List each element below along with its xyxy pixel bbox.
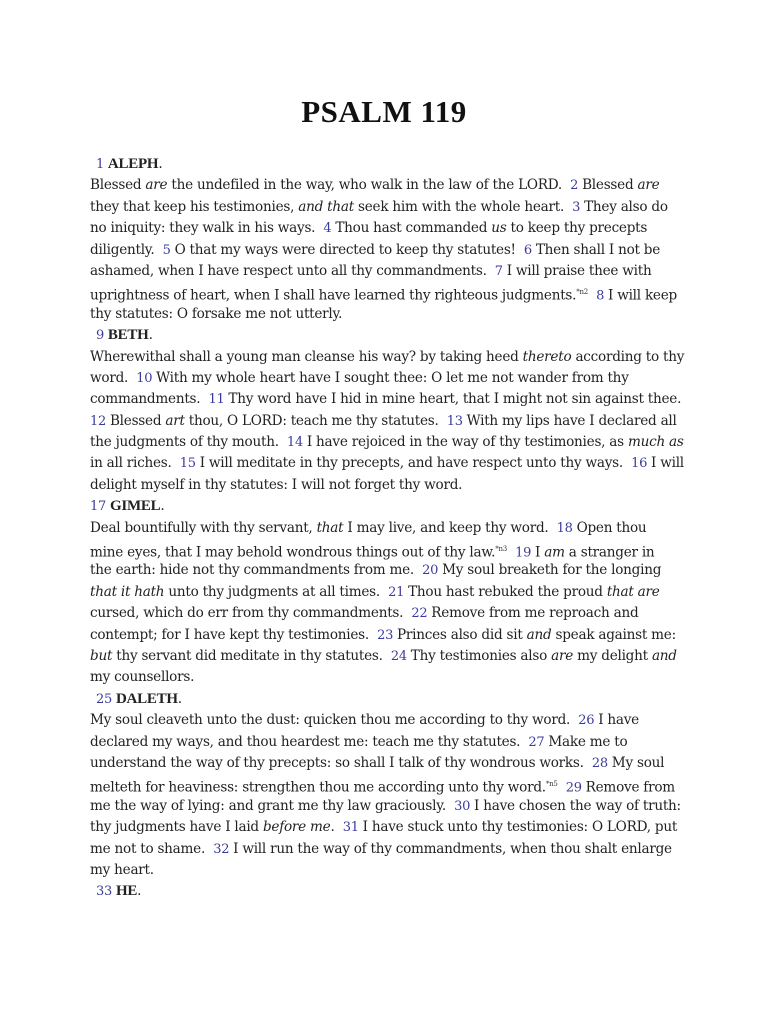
verse-text: Princes also did sit bbox=[397, 626, 527, 643]
verse-text: Blessed bbox=[109, 412, 166, 429]
text-line bbox=[90, 347, 690, 368]
verse-number: 26 bbox=[578, 713, 599, 729]
section-heading: BETH bbox=[107, 327, 149, 344]
verse-number: 30 bbox=[454, 798, 475, 814]
psalm-text bbox=[90, 154, 690, 903]
verse-text: . bbox=[177, 690, 182, 707]
verse-number: 9 bbox=[96, 328, 108, 344]
verse-number: 33 bbox=[96, 884, 116, 900]
verse-text: delight myself in thy statutes: I will not forget thy word. bbox=[90, 476, 463, 493]
verse-text: in all riches. bbox=[90, 455, 180, 472]
verse-text: They also do bbox=[584, 198, 668, 215]
verse-text: the earth: hide not thy commandments from me. bbox=[90, 562, 423, 579]
section-header-line bbox=[90, 881, 690, 902]
text-line bbox=[90, 817, 690, 838]
text-line bbox=[90, 389, 690, 410]
text-line bbox=[90, 710, 690, 731]
italic-text: but bbox=[90, 647, 113, 664]
footnote-marker[interactable]: *n2 bbox=[576, 288, 588, 297]
verse-text: declared my ways, and thou heardest me: teach me thy statutes. bbox=[90, 733, 529, 750]
section-header-line bbox=[90, 689, 690, 710]
verse-number: 23 bbox=[377, 627, 398, 643]
verse-number: 25 bbox=[96, 691, 116, 707]
italic-text: and bbox=[526, 626, 552, 643]
section-heading: HE bbox=[115, 883, 138, 900]
verse-text: I will meditate in thy precepts, and have respect unto thy ways. bbox=[199, 455, 632, 472]
verse-text: . bbox=[330, 819, 343, 836]
verse-number: 28 bbox=[591, 755, 612, 771]
verse-text: ashamed, when I have respect unto all thy commandments. bbox=[90, 262, 495, 279]
verse-number: 5 bbox=[162, 242, 175, 258]
text-line bbox=[90, 261, 690, 282]
verse-number: 14 bbox=[286, 435, 307, 451]
verse-text: they that keep his testimonies, bbox=[90, 198, 299, 215]
verse-text: I will run the way of thy commandments, when thou shalt enlarge bbox=[233, 840, 672, 857]
text-line bbox=[90, 282, 690, 303]
text-line bbox=[90, 539, 690, 560]
verse-number: 32 bbox=[213, 841, 234, 857]
verse-number: 7 bbox=[494, 263, 507, 279]
verse-number: 1 bbox=[96, 157, 108, 172]
verse-number: 15 bbox=[179, 456, 200, 472]
verse-text: I will keep bbox=[608, 287, 677, 304]
verse-text: My soul cleaveth unto the dust: quicken thou me according to thy word. bbox=[90, 712, 579, 729]
italic-text: before me bbox=[262, 819, 331, 836]
text-line bbox=[90, 774, 690, 795]
footnote-marker[interactable]: *n3 bbox=[495, 545, 507, 554]
text-line bbox=[90, 218, 690, 239]
verse-text: mine eyes, that I may behold wondrous things out of thy law. bbox=[90, 544, 496, 561]
verse-text: Blessed bbox=[90, 177, 146, 194]
verse-text: no iniquity: they walk in his ways. bbox=[90, 220, 324, 237]
verse-text: my delight bbox=[573, 647, 652, 664]
verse-text: seek him with the whole heart. bbox=[353, 198, 573, 215]
text-line bbox=[90, 560, 690, 581]
text-line bbox=[90, 582, 690, 603]
verse-text: word. bbox=[90, 369, 137, 386]
italic-text: am bbox=[544, 544, 565, 561]
verse-number: 31 bbox=[342, 820, 363, 836]
verse-number: 22 bbox=[411, 606, 432, 622]
text-line bbox=[90, 753, 690, 774]
verse-number: 18 bbox=[556, 520, 577, 536]
verse-text: . bbox=[160, 498, 165, 515]
verse-text: I have stuck unto thy testimonies: O LORD, put bbox=[362, 819, 678, 836]
verse-text: I will praise thee with bbox=[506, 262, 652, 279]
text-line bbox=[90, 453, 690, 474]
italic-text: that bbox=[316, 519, 344, 536]
verse-text: thy judgments have I laid bbox=[90, 819, 263, 836]
italic-text: are bbox=[145, 177, 168, 194]
text-line bbox=[90, 646, 690, 667]
verse-text: . bbox=[158, 156, 163, 172]
verse-number: 24 bbox=[390, 648, 411, 664]
italic-text: much as bbox=[627, 434, 684, 451]
text-line bbox=[90, 411, 690, 432]
text-line bbox=[90, 603, 690, 624]
verse-text: a stranger in bbox=[564, 544, 655, 561]
verse-text: Then shall I not be bbox=[535, 241, 661, 258]
verse-text: diligently. bbox=[90, 241, 163, 258]
verse-text: Thou hast commanded bbox=[335, 220, 492, 237]
verse-text: Thou hast rebuked the proud bbox=[408, 583, 607, 600]
text-line bbox=[90, 839, 690, 860]
text-line bbox=[90, 197, 690, 218]
verse-number: 29 bbox=[565, 780, 586, 796]
section-header-line bbox=[90, 496, 690, 517]
text-line bbox=[90, 475, 690, 496]
verse-number: 17 bbox=[90, 499, 110, 515]
verse-text: . bbox=[148, 327, 153, 344]
verse-number: 19 bbox=[515, 545, 536, 561]
verse-text: to keep thy precepts bbox=[506, 220, 648, 237]
italic-text: and bbox=[651, 647, 677, 664]
section-header-line bbox=[90, 154, 690, 175]
text-line bbox=[90, 240, 690, 261]
verse-number: 16 bbox=[631, 456, 652, 472]
text-line bbox=[90, 368, 690, 389]
text-line bbox=[90, 432, 690, 453]
verse-number: 27 bbox=[528, 734, 549, 750]
text-line bbox=[90, 732, 690, 753]
text-line bbox=[90, 304, 690, 325]
verse-number: 10 bbox=[136, 370, 157, 386]
verse-text: the undefiled in the way, who walk in the law of the LORD. bbox=[167, 177, 571, 194]
verse-text: Deal bountifully with thy servant, bbox=[90, 519, 317, 536]
verse-number: 3 bbox=[572, 199, 585, 215]
verse-number: 21 bbox=[388, 584, 409, 600]
verse-text: My soul bbox=[611, 754, 665, 771]
verse-number: 6 bbox=[523, 242, 536, 258]
verse-text: understand the way of thy precepts: so shall I talk of thy wondrous works. bbox=[90, 754, 592, 771]
verse-text: my counsellors. bbox=[90, 669, 195, 686]
verse-text: unto thy judgments at all times. bbox=[164, 583, 389, 600]
verse-text: Wherewithal shall a young man cleanse his way? by taking heed bbox=[90, 348, 523, 365]
verse-number: 11 bbox=[208, 392, 229, 408]
verse-text: With my whole heart have I sought thee: O let me not wander from thy bbox=[156, 369, 629, 386]
section-heading: DALETH bbox=[115, 690, 178, 707]
italic-text: are bbox=[637, 177, 660, 194]
verse-text bbox=[558, 780, 566, 796]
verse-text: thou, O LORD: teach me thy statutes. bbox=[184, 412, 447, 429]
verse-text: Thy testimonies also bbox=[410, 647, 552, 664]
italic-text: that it hath bbox=[90, 583, 165, 600]
verse-text: My soul breaketh for the longing bbox=[442, 562, 662, 579]
text-line bbox=[90, 175, 690, 196]
verse-text: . bbox=[137, 883, 142, 900]
section-heading: ALEPH bbox=[107, 156, 159, 172]
verse-number: 8 bbox=[596, 288, 608, 304]
verse-text: I have chosen the way of truth: bbox=[474, 797, 681, 814]
verse-text bbox=[588, 288, 596, 304]
italic-text: art bbox=[165, 412, 185, 429]
verse-text: thy servant did meditate in thy statutes. bbox=[112, 647, 391, 664]
verse-number: 4 bbox=[323, 221, 336, 237]
verse-text: I have bbox=[598, 712, 639, 729]
verse-text: contempt; for I have kept thy testimonies. bbox=[90, 626, 378, 643]
verse-text: Remove from me reproach and bbox=[431, 605, 639, 622]
verse-text: Remove from bbox=[585, 779, 675, 796]
italic-text: that are bbox=[606, 583, 660, 600]
italic-text: and that bbox=[298, 198, 354, 215]
verse-text: I may live, and keep thy word. bbox=[343, 519, 557, 536]
verse-text: cursed, which do err from thy commandments. bbox=[90, 605, 412, 622]
verse-text: me not to shame. bbox=[90, 840, 214, 857]
verse-text: commandments. bbox=[90, 391, 209, 408]
verse-number: 20 bbox=[422, 563, 443, 579]
text-line bbox=[90, 667, 690, 688]
verse-text: my heart. bbox=[90, 861, 154, 878]
italic-text: us bbox=[491, 220, 507, 237]
verse-text: thy statutes: O forsake me not utterly. bbox=[90, 305, 343, 322]
verse-text: me the way of lying: and grant me thy law graciously. bbox=[90, 797, 455, 814]
verse-number: 13 bbox=[446, 413, 467, 429]
text-line bbox=[90, 625, 690, 646]
verse-text: Blessed bbox=[582, 177, 638, 194]
italic-text: thereto bbox=[522, 348, 572, 365]
verse-text: I bbox=[535, 544, 545, 561]
text-line bbox=[90, 518, 690, 539]
verse-number: 12 bbox=[90, 413, 110, 429]
italic-text: are bbox=[551, 647, 574, 664]
verse-text: the judgments of thy mouth. bbox=[90, 434, 287, 451]
verse-text: I will bbox=[651, 455, 684, 472]
verse-text: Make me to bbox=[548, 733, 628, 750]
verse-text: uprightness of heart, when I shall have learned thy righteous judgments. bbox=[90, 287, 577, 304]
footnote-marker[interactable]: *n5 bbox=[545, 780, 558, 789]
section-heading: GIMEL bbox=[109, 498, 161, 515]
page-title: PSALM 119 bbox=[301, 94, 467, 129]
verse-text bbox=[507, 545, 515, 561]
verse-text: according to thy bbox=[571, 348, 685, 365]
verse-text: melteth for heaviness: strengthen thou me according unto thy word. bbox=[90, 779, 546, 796]
text-line bbox=[90, 860, 690, 881]
verse-text: Thy word have I hid in mine heart, that I might not sin against thee. bbox=[228, 391, 682, 408]
verse-text: O that my ways were directed to keep thy statutes! bbox=[174, 241, 524, 258]
verse-text: I have rejoiced in the way of thy testimonies, as bbox=[306, 434, 628, 451]
verse-number: 2 bbox=[570, 178, 583, 194]
verse-text: With my lips have I declared all bbox=[466, 412, 677, 429]
verse-text: Open thou bbox=[576, 519, 647, 536]
section-header-line bbox=[90, 325, 690, 346]
verse-text: speak against me: bbox=[551, 626, 676, 643]
text-line bbox=[90, 796, 690, 817]
